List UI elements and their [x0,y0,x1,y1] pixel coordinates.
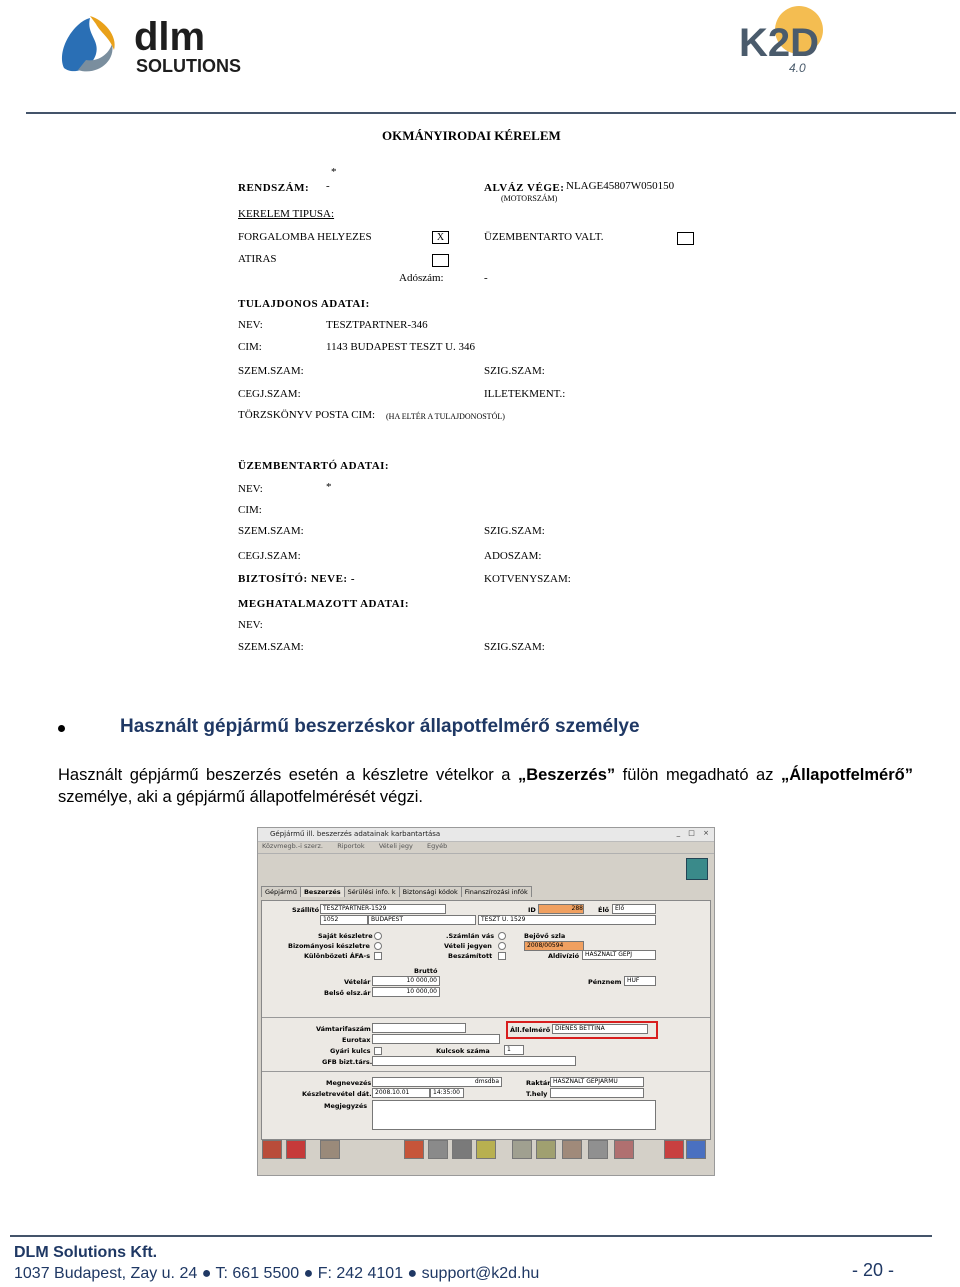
nev2-label: NEV: [238,483,263,495]
gyari-kulcs-label: Gyári kulcs [330,1047,371,1055]
aldivizio-label: Aldivízió [548,952,580,960]
footer-rule [10,1235,932,1237]
kotvenyszam: KOTVENYSZAM: [484,573,571,585]
sajat-label: Saját készletre [318,932,373,940]
kulcsok-szama-label: Kulcsok száma [436,1047,490,1055]
atiras: ATIRAS [238,253,277,265]
torzskonyv-note: (HA ELTÉR A TULAJDONOSTÓL) [386,412,505,421]
szamlan-vas-radio[interactable] [498,932,506,940]
toolbar-edit-icon[interactable] [512,1140,532,1159]
para-part-2: fülön megadható az [615,766,781,784]
forgalomba-checkbox: X [432,231,449,244]
header-rule [26,112,956,114]
thely-label: T.hely [526,1090,548,1098]
szem-szam3: SZEM.SZAM: [238,641,304,653]
alvaz-label: ALVÁZ VÉGE: [484,182,565,194]
vetelar-label: Vételár [344,978,371,986]
toolbar-car-icon[interactable] [562,1140,582,1159]
belso-elsz-field[interactable]: 10 000,00 [372,987,440,997]
vamtarifaszam-field[interactable] [372,1023,466,1033]
bullet-icon [58,725,65,732]
app-tabs [261,886,531,899]
belso-elsz-label: Belső elsz.ár [324,989,371,997]
veteli-jegyen-label: Vételi jegyen [444,942,492,950]
szallito-label: Szállító [292,906,320,914]
no-button-icon[interactable] [664,1140,684,1159]
app-menubar [258,842,714,854]
page-number: - 20 - [852,1260,895,1280]
bejovo-szla-field[interactable]: 2008/00594 [524,941,584,951]
allfelmero-select[interactable]: DIENES BETTINA [552,1024,648,1034]
ok-button-icon[interactable] [686,1140,706,1159]
id-label: ID [528,906,536,914]
aldivizio-select[interactable]: HASZNÁLT GÉPJ [582,950,656,960]
adoszam2: ADOSZAM: [484,550,542,562]
dlm-logo-sub: SOLUTIONS [136,56,242,76]
uzembentarto-valt: ÜZEMBENTARTO VALT. [484,231,604,243]
toolbar-tools-icon[interactable] [452,1140,472,1159]
toolbar-doc-icon[interactable] [404,1140,424,1159]
vetelar-field[interactable]: 10 000,00 [372,976,440,986]
bejovo-szla-label: Bejövő szla [524,932,566,940]
beszamitott-label: Beszámított [448,952,493,960]
star-marker: * [331,166,337,178]
panel-divider-1 [262,1017,710,1018]
szig-szam3: SZIG.SZAM: [484,641,545,653]
sajat-radio[interactable] [374,932,382,940]
vamtarifaszam-label: Vámtarifaszám [316,1025,371,1033]
tab-biztonsagi[interactable]: Biztonsági kódok [399,886,462,897]
k2d-logo [735,0,865,78]
cim2-label: CIM: [238,504,262,516]
keszletrevetel-label: Készletrevétel dát. [302,1090,372,1098]
cegj-szam2: CEGJ.SZAM: [238,550,301,562]
veteli-jegyen-radio[interactable] [498,942,506,950]
footer-company: DLM Solutions Kft. [14,1244,158,1261]
kulonbozeti-checkbox[interactable] [374,952,382,960]
szem-szam: SZEM.SZAM: [238,365,304,377]
zip-field[interactable]: 1052 [320,915,368,925]
gfb-field[interactable] [372,1056,576,1066]
tab-gepjarmu[interactable]: Gépjármű [261,886,301,897]
kerelem-tipusa: KERELEM TIPUSA: [238,208,335,220]
kulcsok-szama-field[interactable]: 1 [504,1045,524,1055]
adoszam-label: Adószám: [399,272,444,284]
cim-label: CIM: [238,341,262,353]
szig-szam2: SZIG.SZAM: [484,525,545,537]
id-field[interactable]: 288 [538,904,584,914]
toolbar-printer-icon[interactable] [588,1140,608,1159]
toolbar-vehicle-icon[interactable] [262,1140,282,1159]
app-titlebar [258,828,714,842]
para-part-3: személye, aki a gépjármű állapotfelmérését végzi. [58,788,424,806]
edit-icon[interactable] [686,858,708,880]
menu-item-veteli-jegy[interactable]: Vételi jegy [378,842,413,850]
toolbar-delete-icon[interactable] [286,1140,306,1159]
footer-contact: 1037 Budapest, Zay u. 24 ● T: 661 5500 ● F: 242 4101 ● support@k2d.hu [14,1265,540,1282]
tab-beszerzes[interactable]: Beszerzés [300,886,345,897]
beszerzes-panel [261,900,711,1140]
penznem-label: Pénznem [588,978,622,986]
app-window [257,827,715,1176]
keszlet-date-field[interactable]: 2008.10.01 [372,1088,430,1098]
section-heading: Használt gépjármű beszerzéskor állapotfelmérő személye [120,716,640,737]
menu-item-riportok[interactable]: Riportok [337,842,365,850]
bizomanyosi-label: Bizományosi készletre [288,942,370,950]
biztosito: BIZTOSÍTÓ: NEVE: - [238,573,355,585]
atiras-checkbox [432,254,449,267]
k2d-logo-version: 4.0 [789,61,806,75]
para-part-1: Használt gépjármű beszerzés esetén a készletre vételkor a [58,766,518,784]
para-bold-beszerzes: „Beszerzés” [517,766,616,784]
penznem-field[interactable]: HUF [624,976,656,986]
rendszam-value: - [326,180,330,192]
app-window-title: Gépjármű ill. beszerzés adatainak karbantartása [270,830,441,838]
gfb-label: GFB bizt.társ. [322,1058,373,1066]
nev-label: NEV: [238,319,263,331]
uzembentarto-adatai: ÜZEMBENTARTÓ ADATAI: [238,460,390,472]
tulajdonos-adatai: TULAJDONOS ADATAI: [238,298,370,310]
toolbar-report-icon[interactable] [614,1140,634,1159]
eurotax-label: Eurotax [342,1036,371,1044]
nev2-value: * [326,481,332,493]
torzskonyv: TÖRZSKÖNYV POSTA CIM: [238,409,376,421]
nev3-label: NEV: [238,619,263,631]
tab-serulesi[interactable]: Sérülési info. k [344,886,400,897]
para-bold-allapotfelmero: „Állapotfelmérő” [780,766,913,784]
menu-item-egyeb[interactable]: Egyéb [427,842,448,850]
okmanyirodai-kerelem-form [236,120,736,660]
tab-finanszirozasi[interactable]: Finanszírozási infók [461,886,532,897]
szamlan-vas-label: .Számlán vás [446,932,495,940]
allfelmero-label: Áll.felmérő [510,1026,551,1034]
szallito-field[interactable]: TESZTPARTNER-1529 [320,904,446,914]
elo-select[interactable]: Élő [612,904,656,914]
window-controls[interactable]: _ □ × [676,829,712,837]
cim-value: 1143 BUDAPEST TESZT U. 346 [326,341,476,353]
panel-divider-2 [262,1071,710,1072]
toolbar-print-icon[interactable] [320,1140,340,1159]
megjegyzes-field[interactable] [372,1100,656,1130]
toolbar-list-icon[interactable] [536,1140,556,1159]
k2d-logo-wordmark: K2D [739,21,820,65]
menu-item-kozv[interactable]: Közvmegb.-i szerz. [262,842,323,850]
beszamitott-checkbox[interactable] [498,952,506,960]
rendszam-label: RENDSZÁM: [238,182,310,194]
adoszam-value: - [484,272,488,284]
alvaz-value: NLAGE45807W050150 [566,180,675,192]
szem-szam2: SZEM.SZAM: [238,525,304,537]
nev-value: TESZTPARTNER-346 [326,319,428,331]
thely-field[interactable] [550,1088,644,1098]
raktar-label: Raktár [526,1079,551,1087]
section-paragraph [58,764,913,808]
keszlet-time-field[interactable]: 14:35:00 [430,1088,464,1098]
brutto-label: Bruttó [414,967,438,975]
motorszam-label: (MOTORSZÁM) [501,194,558,203]
raktar-select[interactable]: HASZNÁLT GÉPJÁRMŰ [550,1077,644,1087]
form-title: OKMÁNYIRODAI KÉRELEM [382,128,561,143]
bizomanyosi-radio[interactable] [374,942,382,950]
meghatalmazott-adatai: MEGHATALMAZOTT ADATAI: [238,598,410,610]
toolbar-check-icon[interactable] [476,1140,496,1159]
toolbar-link-icon[interactable] [428,1140,448,1159]
eurotax-field[interactable] [372,1034,500,1044]
elo-label: Élő [598,906,610,914]
megnevezes-label: Megnevezés [326,1079,372,1087]
gyari-kulcs-checkbox[interactable] [374,1047,382,1055]
street-field[interactable]: TESZT U. 1529 [478,915,656,925]
dlm-solutions-logo [56,10,296,80]
megjegyzes-label: Megjegyzés [324,1102,368,1110]
uzembentarto-valt-checkbox [677,232,694,245]
city-field[interactable]: BUDAPEST [368,915,476,925]
kulonbozeti-label: Különbözeti ÁFA-s [304,952,371,960]
szig-szam: SZIG.SZAM: [484,365,545,377]
forgalomba-helyezes: FORGALOMBA HELYEZES [238,231,372,243]
illetekment: ILLETEKMENT.: [484,388,566,400]
cegj-szam: CEGJ.SZAM: [238,388,301,400]
dlm-logo-wordmark: dlm [134,15,206,59]
megnevezes-field[interactable]: dmsdba [372,1077,502,1087]
